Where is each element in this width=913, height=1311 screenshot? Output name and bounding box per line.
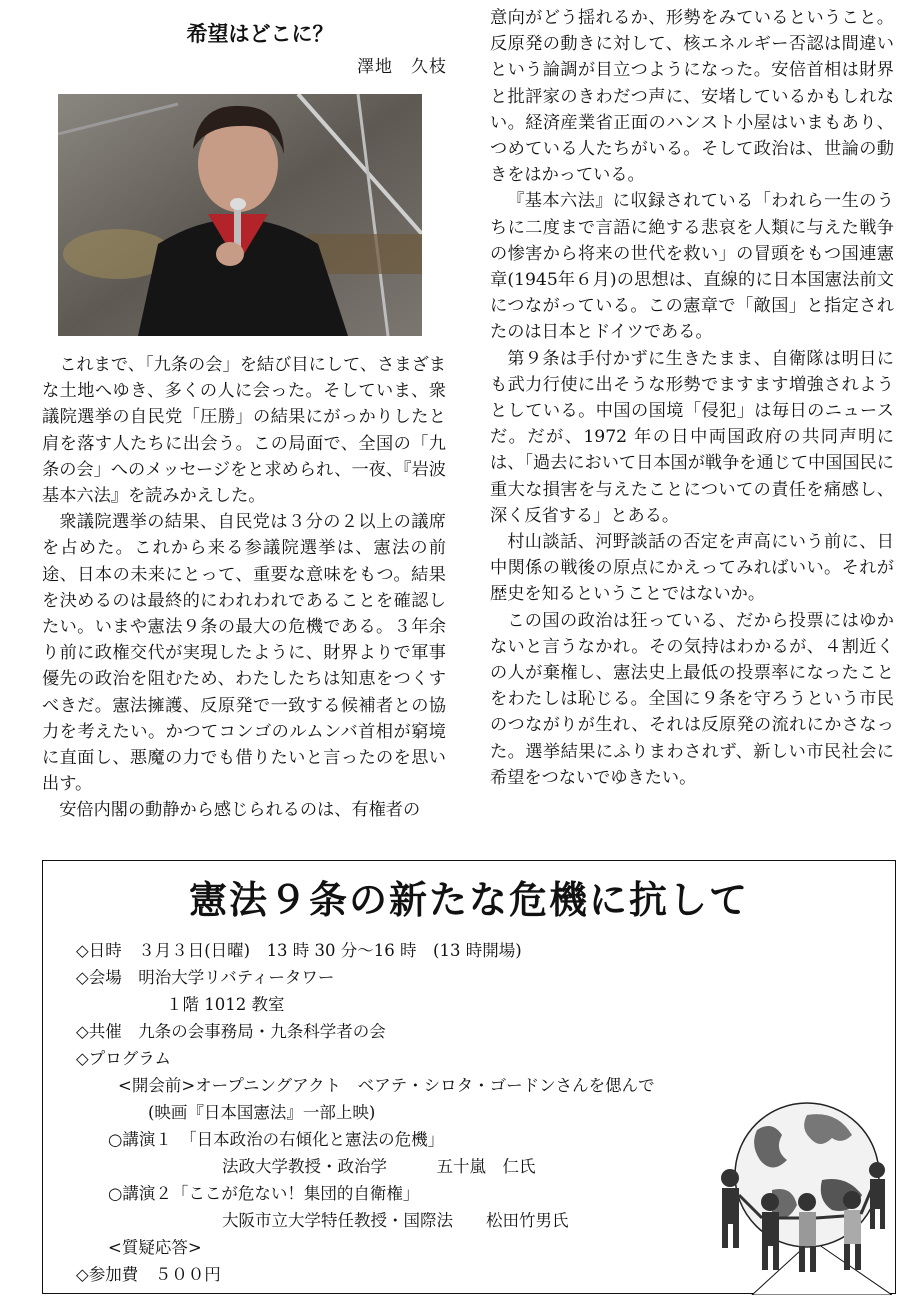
article-paragraph: 安倍内閣の動静から感じられるのは、有権者の <box>59 800 421 821</box>
event-venue-room: １階 1012 教室 <box>166 995 285 1014</box>
event-qa: <質疑応答> <box>108 1238 202 1257</box>
article-paragraph: 衆議院選挙の結果、自民党は３分の２以上の議席を占めた。これから来る参議院選挙は、憲法の前途、日本の未来にとって、重要な意味をもつ。結果を決めるのは最終的にわれわれであることを確認したい。いまや憲法９条の最大の危機である。３年余り前に政権交代が実現したように、財界よりで軍事優先の政治を阻むため、わたしたちは知恵をつくすべきだ。憲法擁護、反原発で一致する候補者との協力を考えたい。かつてコンゴのルムンバ首相が窮境に直面し、悪魔の力でも借りたいと言ったのを思い出す。 <box>42 512 446 795</box>
event-lecture1-title: ○講演１ 「日本政治の右傾化と憲法の危機」 <box>108 1130 445 1149</box>
article-paragraph: 村山談話、河野談話の否定を声高にいう前に、日中関係の戦後の原点にかえってみればいい。それが歴史を知るということではないか。 <box>490 532 894 605</box>
article-paragraph: 第９条は手付かずに生きたまま、自衛隊は明日にも武力行使に出そうな形勢でますます増強されようとしている。中国の国境「侵犯」は毎日のニュースだ。だが、1972 年の日中両国政府の共同声明には、「過去において日本国が戦争を通じて中国国民に重大な損害を与えたことについての責任を痛感し、深く反省する」とある。 <box>490 348 894 526</box>
article-paragraph: 『基本六法』に収録されている「われら一生のうちに二度まで言語に絶する悲哀を人類に与えた戦争の惨害から将来の世代を救い」の冒頭をもつ国連憲章(1945年６月)の思想は、直線的に日本国憲法前文につながっている。この憲章で「敵国」と指定されたのは日本とドイツである。 <box>490 191 894 343</box>
event-venue: ◇会場 明治大学リバティータワー <box>76 968 335 987</box>
article-right-column <box>490 5 894 791</box>
speaker-photo <box>58 94 422 336</box>
article-left-column <box>42 352 446 824</box>
event-lecture2-speaker: 大阪市立大学特任教授・国際法 松田竹男氏 <box>222 1211 569 1230</box>
article-author: 澤地 久枝 <box>357 57 447 77</box>
event-film-note: (映画『日本国憲法』一部上映) <box>148 1103 376 1122</box>
event-date: ◇日時 ３月３日(日曜) 13 時 30 分～16 時 (13 時開場) <box>76 941 522 960</box>
event-lecture2-title: ○講演２「ここが危ない！集団的自衛権」 <box>108 1184 420 1203</box>
event-opening-act: <開会前>オープニングアクト ベアテ・シロタ・ゴードンさんを偲んで <box>118 1076 655 1095</box>
event-lecture1-speaker: 法政大学教授・政治学 五十嵐 仁氏 <box>222 1157 536 1176</box>
article-paragraph: この国の政治は狂っている、だから投票にはゆかないと言うなかれ。その気持はわかるが、４割近くの人が棄権し、憲法史上最低の投票率になったことをわたしは恥じる。全国に９条を守ろうという市民のつながりが生れ、それは反原発の流れにかさなった。選挙結果にふりまわされず、新しい市民社会に希望をつないでゆきたい。 <box>490 610 894 788</box>
globe-children-illustration <box>712 1090 892 1295</box>
article-paragraph: 意向がどう揺れるか、形勢をみているということ。反原発の動きに対して、核エネルギー否認は間違いという論調が目立つようになった。安倍首相は財界と批評家のきわだつ声に、安堵しているかもしれない。経済産業省正面のハンスト小屋はいまもあり、つめている人たちがいる。そして政治は、世論の動きをはかっている。 <box>490 8 894 186</box>
event-fee: ◇参加費 ５００円 <box>76 1265 221 1284</box>
event-program-label: ◇プログラム <box>76 1049 172 1068</box>
article-title: 希望はどこに？ <box>186 22 334 46</box>
event-title: 憲法９条の新たな危機に抗して <box>188 878 749 922</box>
event-host: ◇共催 九条の会事務局・九条科学者の会 <box>76 1022 386 1041</box>
article-paragraph: これまで、「九条の会」を結び目にして、さまざまな土地へゆき、多くの人に会った。そしていま、衆議院選挙の自民党「圧勝」の結果にがっかりしたと肩を落す人たちに出会う。この局面で、全国の「九条の会」へのメッセージをと求められ、一夜、『岩波基本六法』を読みかえした。 <box>42 355 446 507</box>
